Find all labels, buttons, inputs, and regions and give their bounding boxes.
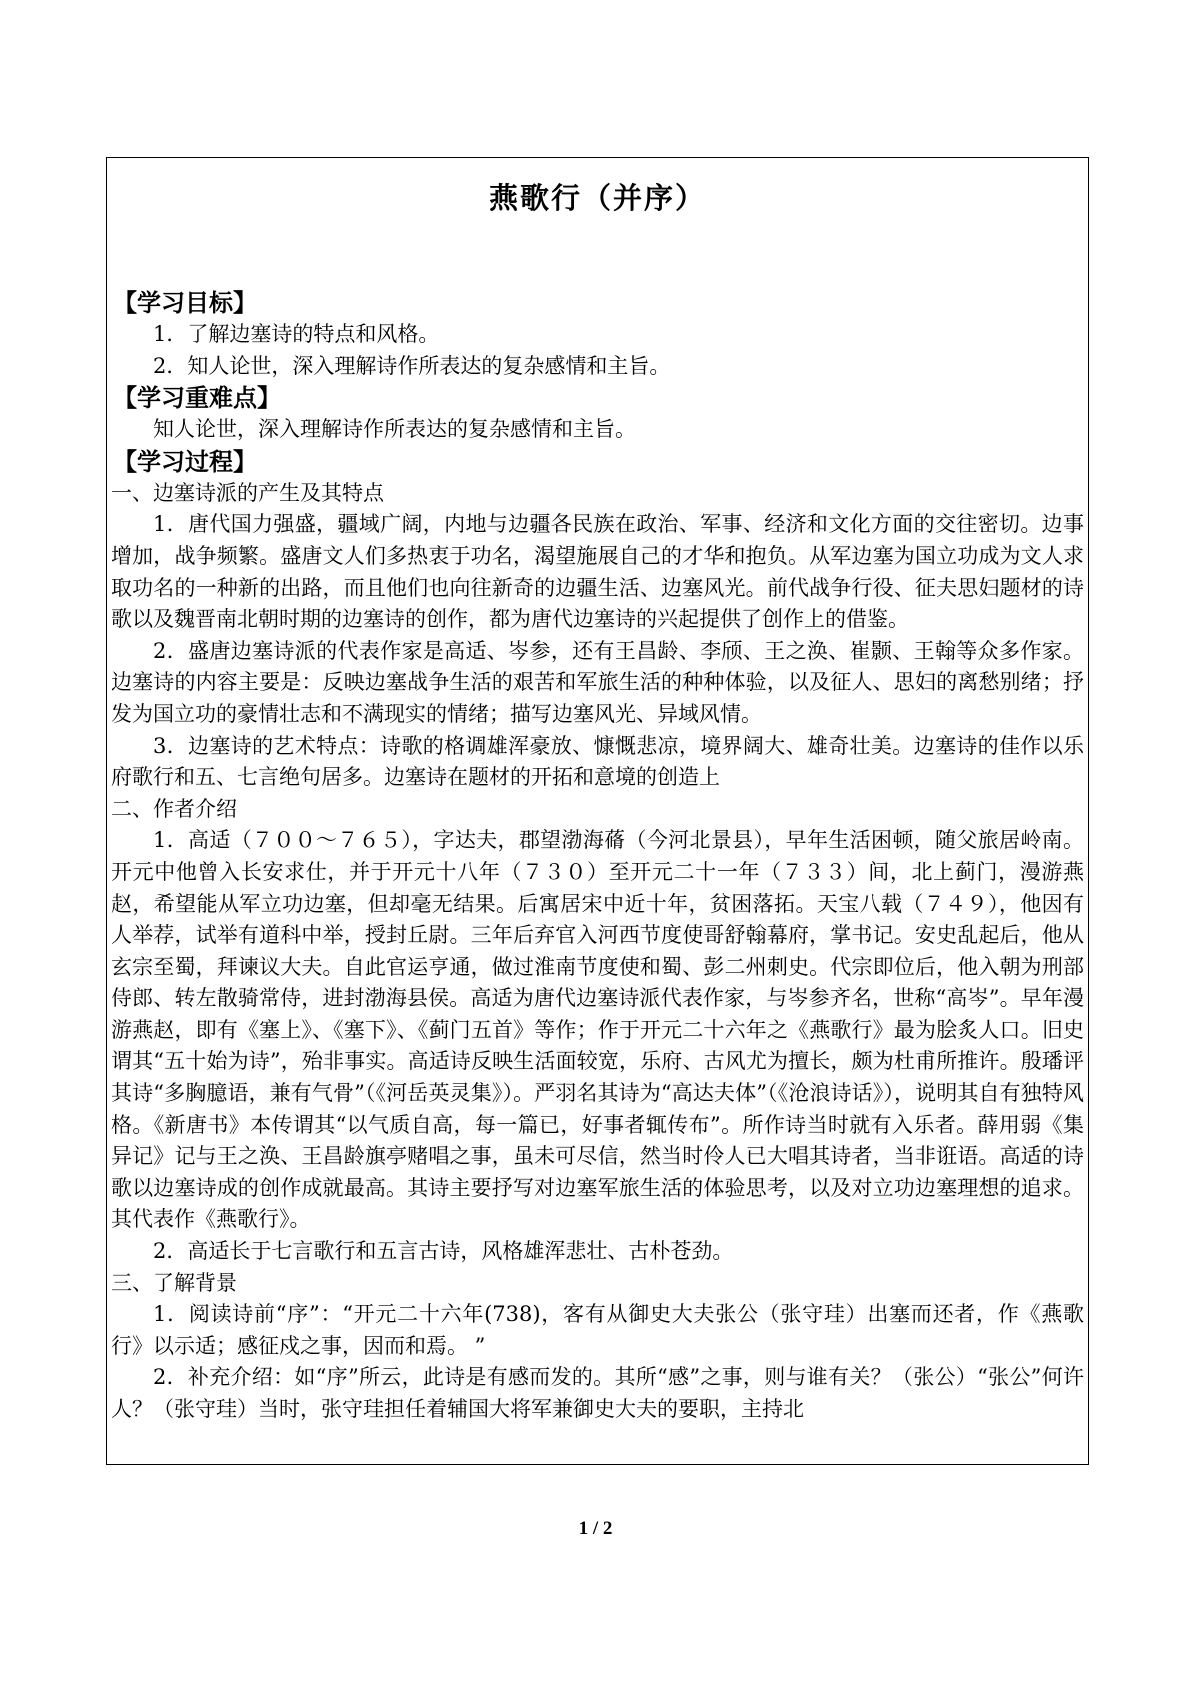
key-points-text: 知人论世，深入理解诗作所表达的复杂感情和主旨。 bbox=[153, 417, 636, 442]
process-heading: 【学习过程】 bbox=[113, 447, 257, 476]
section-title: 三、了解背景 bbox=[111, 1270, 237, 1295]
paragraph: 2．高适长于七言歌行和五言古诗，风格雄浑悲壮、古朴苍劲。 bbox=[153, 1239, 734, 1264]
section-title: 二、作者介绍 bbox=[111, 796, 237, 821]
paragraph: 3．边塞诗的艺术特点：诗歌的格调雄浑豪放、慷慨悲凉，境界阔大、雄奇壮美。边塞诗的佳作以乐府歌行和五、七言绝句居多。边塞诗在题材的开拓和意境的创造上 bbox=[111, 733, 1084, 790]
paragraph: 1．高适（７００～７６５），字达夫，郡望渤海蓨（今河北景县），早年生活困顿，随父旅居岭南。开元中他曾入长安求仕，并于开元十八年（７３０）至开元二十一年（７３３）间，北上蓟门，漫游燕赵，希望能从军立功边塞，但却毫无结果。后寓居宋中近十年，贫困落拓。天宝八载（７４９），他因有人举荐，试举有道科中举，授封丘尉。三年后弃官入河西节度使哥舒翰幕府，掌书记。安史乱起后，他从玄宗至蜀，拜谏议大夫。自此官运亨通，做过淮南节度使和蜀、彭二州刺史。代宗即位后，他入朝为刑部侍郎、转左散骑常侍，进封渤海县侯。高适为唐代边塞诗派代表作家，与岑参齐名，世称“高岑”。早年漫游燕赵，即有《塞上》、《塞下》、《蓟门五首》等作；作于开元二十六年之《燕歌行》最为脍炙人口。旧史谓其“五十始为诗”，殆非事实。高适诗反映生活面较宽，乐府、古风尤为擅长，颇为杜甫所推许。殷璠评其诗“多胸臆语，兼有气骨”（《河岳英灵集》）。严羽名其诗为“高达夫体”（《沧浪诗话》），说明其自有独特风格。《新唐书》本传谓其“以气质自高，每一篇已，好事者辄传布”。所作诗当时就有入乐者。薛用弱《集异记》记与王之涣、王昌龄旗亭赌唱之事，虽未可尽信，然当时伶人已大唱其诗者，当非诳语。高适的诗歌以边塞诗成的创作成就最高。其诗主要抒写对边塞军旅生活的体验思考，以及对立功边塞理想的追求。其代表作《燕歌行》。 bbox=[111, 828, 1084, 1232]
paragraph: 1．阅读诗前“序”：“开元二十六年(738)，客有从御史大夫张公（张守珪）出塞而还者，作《燕歌行》以示适；感征戍之事，因而和焉。 ” bbox=[111, 1302, 1084, 1358]
document-frame bbox=[106, 157, 1089, 1465]
key-points-heading: 【学习重难点】 bbox=[113, 384, 281, 413]
section-title: 一、边塞诗派的产生及其特点 bbox=[111, 480, 384, 505]
objectives-heading: 【学习目标】 bbox=[113, 289, 257, 317]
paragraph: 1．唐代国力强盛，疆域广阔，内地与边疆各民族在政治、军事、经济和文化方面的交往密切。边事增加，战争频繁。盛唐文人们多热衷于功名，渴望施展自己的才华和抱负。从军边塞为国立功成为文人求取功名的一种新的出路，而且他们也向往新奇的边疆生活、边塞风光。前代战争行役、征夫思妇题材的诗歌以及魏晋南北朝时期的边塞诗的创作，都为唐代边塞诗的兴起提供了创作上的借鉴。 bbox=[111, 512, 1084, 632]
paragraph: 2．盛唐边塞诗派的代表作家是高适、岑参，还有王昌龄、李颀、王之涣、崔颢、王翰等众多作家。边塞诗的内容主要是：反映边塞战争生活的艰苦和军旅生活的种种体验，以及征人、思妇的离愁别绪；抒发为国立功的豪情壮志和不满现实的情绪；描写边塞风光、异域风情。 bbox=[111, 638, 1084, 726]
page-title: 燕歌行（并序） bbox=[488, 181, 706, 215]
objective-item: 2．知人论世，深入理解诗作所表达的复杂感情和主旨。 bbox=[153, 353, 671, 378]
objective-item: 1．了解边塞诗的特点和风格。 bbox=[153, 322, 440, 346]
paragraph: 2．补充介绍：如“序”所云，此诗是有感而发的。其所“感”之事，则与谁有关？（张公）“张公”何许人？（张守珪）当时，张守珪担任着辅国大将军兼御史大夫的要职，主持北 bbox=[111, 1365, 1084, 1421]
page-number: 1 / 2 bbox=[578, 1518, 613, 1539]
document-content bbox=[111, 287, 1084, 1426]
